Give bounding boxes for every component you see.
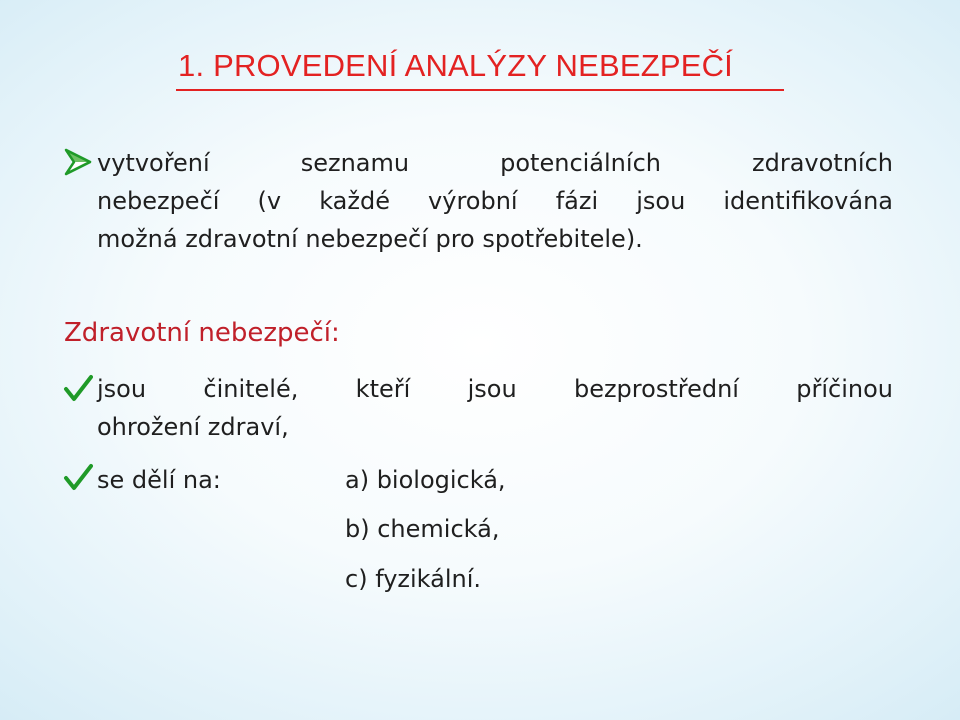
divides-label: se dělí na: [97,466,221,494]
checkmark-icon [63,462,93,492]
bullet-text-definition [97,370,893,446]
title-underline [176,89,784,91]
text-line: ohrožení zdraví, [97,413,289,441]
text-line: jsou činitelé, kteří jsou bezprostřední příčinou [97,375,893,403]
slide-title: 1. PROVEDENÍ ANALÝZY NEBEZPEČÍ [178,48,733,83]
text-line: možná zdravotní nebezpečí pro spotřebitele). [97,225,643,253]
text-line: nebezpečí (v každé výrobní fázi jsou identifikována [97,187,893,215]
section-heading: Zdravotní nebezpečí: [64,318,340,348]
hazard-type-biological: a) biologická, [345,466,506,494]
checkmark-icon [63,373,93,403]
text-line: vytvoření seznamu potenciálních zdravotních [97,149,893,177]
bullet-text-analysis [97,144,893,258]
arrow-bullet-icon [63,147,93,177]
hazard-type-chemical: b) chemická, [345,515,500,543]
hazard-type-physical: c) fyzikální. [345,565,482,593]
